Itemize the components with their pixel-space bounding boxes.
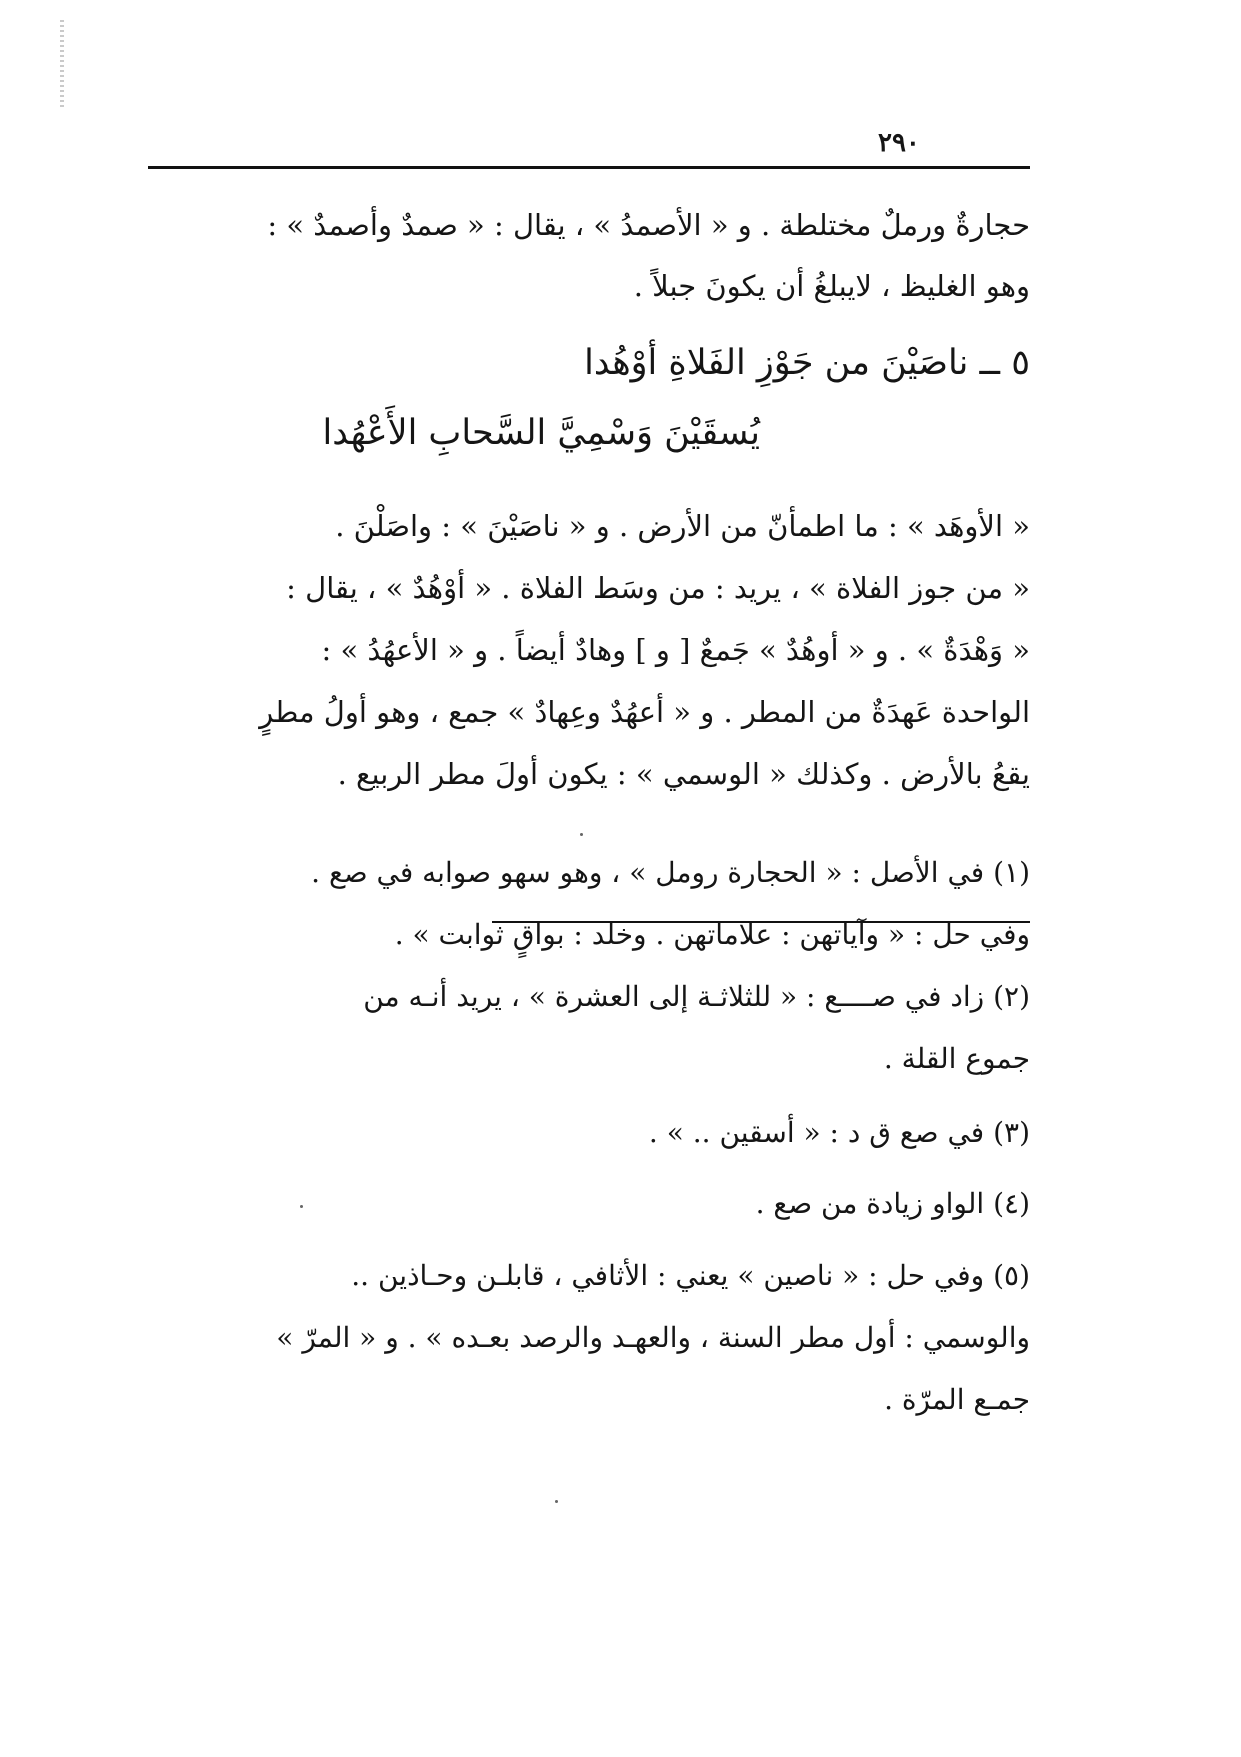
body-line: وهو الغليظ ، لايبلغُ أن يكونَ جبلاً .	[633, 269, 1030, 303]
header-rule	[148, 166, 1030, 169]
body-line: « وَهْدَةٌ » . و « أوهُدٌ » جَمعٌ [ و ] وهادٌ أيضاً . و « الأعهُدُ » :	[321, 633, 1030, 667]
footnote-line: (٤) الواو زيادة من صع .	[755, 1187, 1030, 1220]
scan-speck	[555, 1500, 558, 1503]
footnote-line: جموع القلة .	[883, 1042, 1030, 1075]
verse-line-2: يُسقَيْنَ وَسْمِيَّ السَّحابِ الأَعْهُدا	[322, 413, 760, 453]
verse-line-1: ٥ ــ ناصَيْنَ من جَوْزِ الفَلاةِ أوْهُدا	[584, 343, 1030, 383]
scan-speck	[580, 833, 583, 836]
body-line: « من جوز الفلاة » ، يريد : من وسَط الفلاة . « أوْهُدٌ » ، يقال :	[286, 571, 1030, 605]
footnote-line: (٣) في صع ق د : « أسقين .. » .	[648, 1116, 1030, 1149]
footnote-line: (٢) زاد في صــــع : « للثلاثـة إلى العشرة » ، يريد أنـه من	[363, 980, 1030, 1013]
footnote-line: (١) في الأصل : « الحجارة رومل » ، وهو سهو صوابه في صع .	[311, 856, 1030, 889]
body-line: يقعُ بالأرض . وكذلك « الوسمي » : يكون أولَ مطر الربيع .	[337, 757, 1030, 791]
body-line: الواحدة عَهدَةٌ من المطر . و « أعهُدٌ وعِهادٌ » جمع ، وهو أولُ مطرٍ	[259, 695, 1030, 729]
body-line: « الأوهَد » : ما اطمأنّ من الأرض . و « ناصَيْنَ » : واصَلْنَ .	[335, 509, 1030, 543]
footnote-line: جمـع المرّة .	[884, 1383, 1030, 1416]
body-line: حجارةٌ ورملٌ مختلطة . و « الأصمدُ » ، يقال : « صمدٌ وأصمدٌ » :	[267, 208, 1030, 242]
page-number: ٢٩٠	[878, 128, 920, 158]
scan-speck	[300, 1205, 303, 1208]
footnote-line: (٥) وفي حل : « ناصين » يعني : الأثافي ، قابلـن وحـاذين ..	[351, 1259, 1030, 1292]
scan-edge-mark	[60, 20, 64, 110]
footnote-line: وفي حل : « وآياتهن : علاماتهن . وخلد : بواقٍ ثوابت » .	[394, 918, 1030, 951]
footnote-line: والوسمي : أول مطر السنة ، والعهـد والرصد بعـده » . و « المرّ »	[276, 1321, 1030, 1354]
